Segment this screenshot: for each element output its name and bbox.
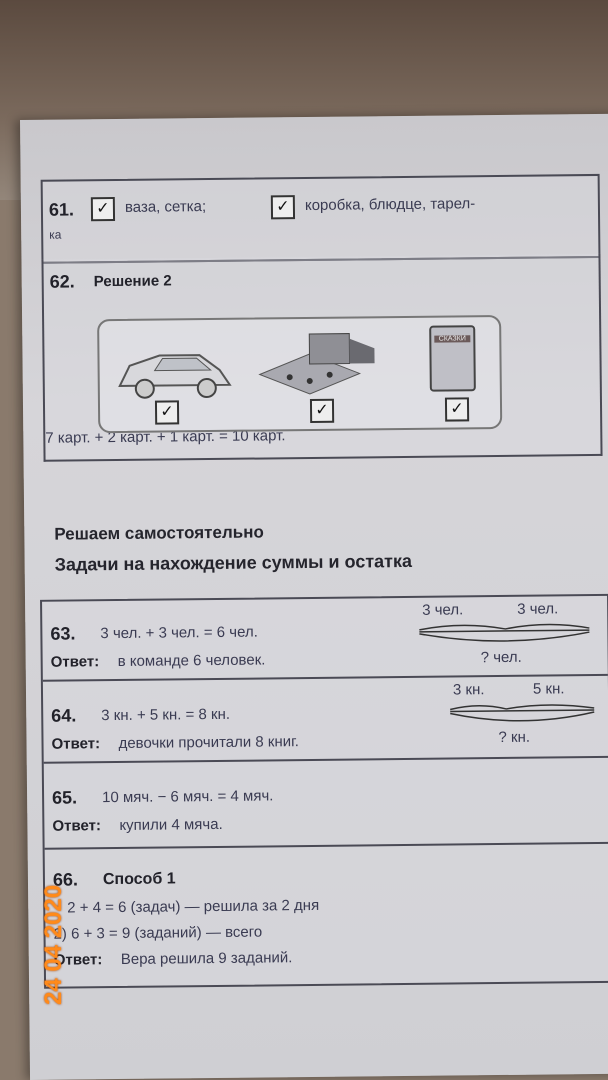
photo-date-stamp: 24 04 2020 xyxy=(40,884,67,1005)
problems-63-66-box xyxy=(40,594,608,989)
problem-62-label: Решение 2 xyxy=(93,272,172,291)
problem-66-method: Способ 1 xyxy=(102,870,176,889)
car-icon xyxy=(114,340,235,401)
problem-61-box xyxy=(41,174,601,264)
problem-66-step1: 2 + 4 = 6 (задач) — решила за 2 дня xyxy=(67,896,320,917)
problem-61-number: 61. xyxy=(48,199,75,220)
checkbox-61-a: ✓ xyxy=(91,197,115,221)
problem-64-equation: 3 кн. + 5 кн. = 8 кн. xyxy=(101,705,231,725)
problem-66-step2: 2) 6 + 3 = 9 (заданий) — всего xyxy=(53,923,263,943)
problem-65-answer: купили 4 мяча. xyxy=(119,815,223,834)
checkbox-62-game: ✓ xyxy=(310,399,334,423)
checkbox-62-car: ✓ xyxy=(155,400,179,424)
problem-61-wrap: ка xyxy=(49,227,62,242)
problem-64-scheme-total: ? кн. xyxy=(498,728,531,747)
board-game-icon xyxy=(249,328,380,399)
section-heading: Решаем самостоятельно xyxy=(54,522,264,544)
problem-63-scheme-right: 3 чел. xyxy=(517,600,559,618)
book-title: СКАЗКИ xyxy=(434,335,470,342)
problem-64-scheme-braces xyxy=(448,698,598,730)
problem-63-number: 63. xyxy=(50,623,76,644)
problem-62-illustration xyxy=(97,315,502,433)
checkbox-61-b: ✓ xyxy=(271,195,295,219)
problem-64-answer-label: Ответ: xyxy=(51,735,101,753)
problem-66-answer-label: Ответ: xyxy=(53,951,103,969)
problem-63-scheme-braces xyxy=(417,618,592,650)
problem-65-number: 65. xyxy=(51,787,78,808)
problem-63-equation: 3 чел. + 3 чел. = 6 чел. xyxy=(100,623,258,643)
checkbox-62-book: ✓ xyxy=(445,397,469,421)
problem-61-items-a: ваза, сетка; xyxy=(124,198,207,216)
problem-65-equation: 10 мяч. − 6 мяч. = 4 мяч. xyxy=(102,787,274,807)
problem-66-number: 66. xyxy=(52,869,79,890)
problem-64-scheme-right: 5 кн. xyxy=(532,680,565,698)
problem-65-answer-label: Ответ: xyxy=(52,817,102,835)
problem-62-number: 62. xyxy=(49,271,75,292)
problem-63-answer: в команде 6 человек. xyxy=(117,651,266,671)
problem-66-answer: Вера решила 9 заданий. xyxy=(120,949,293,968)
problem-64-answer: девочки прочитали 8 книг. xyxy=(118,733,300,753)
problem-61-items-b: коробка, блюдце, тарел- xyxy=(304,195,476,215)
problem-63-answer-label: Ответ: xyxy=(50,653,100,671)
problem-64-number: 64. xyxy=(51,705,77,726)
section-subheading: Задачи на нахождение суммы и остатка xyxy=(54,550,413,575)
problem-62-equation: 7 карт. + 2 карт. + 1 карт. = 10 карт. xyxy=(45,427,286,447)
workbook-page xyxy=(20,114,608,1080)
problem-64-scheme-left: 3 кн. xyxy=(452,681,485,699)
book-icon xyxy=(429,325,476,391)
problem-63-scheme-left: 3 чел. xyxy=(422,601,464,619)
problem-63-scheme-total: ? чел. xyxy=(480,648,522,667)
